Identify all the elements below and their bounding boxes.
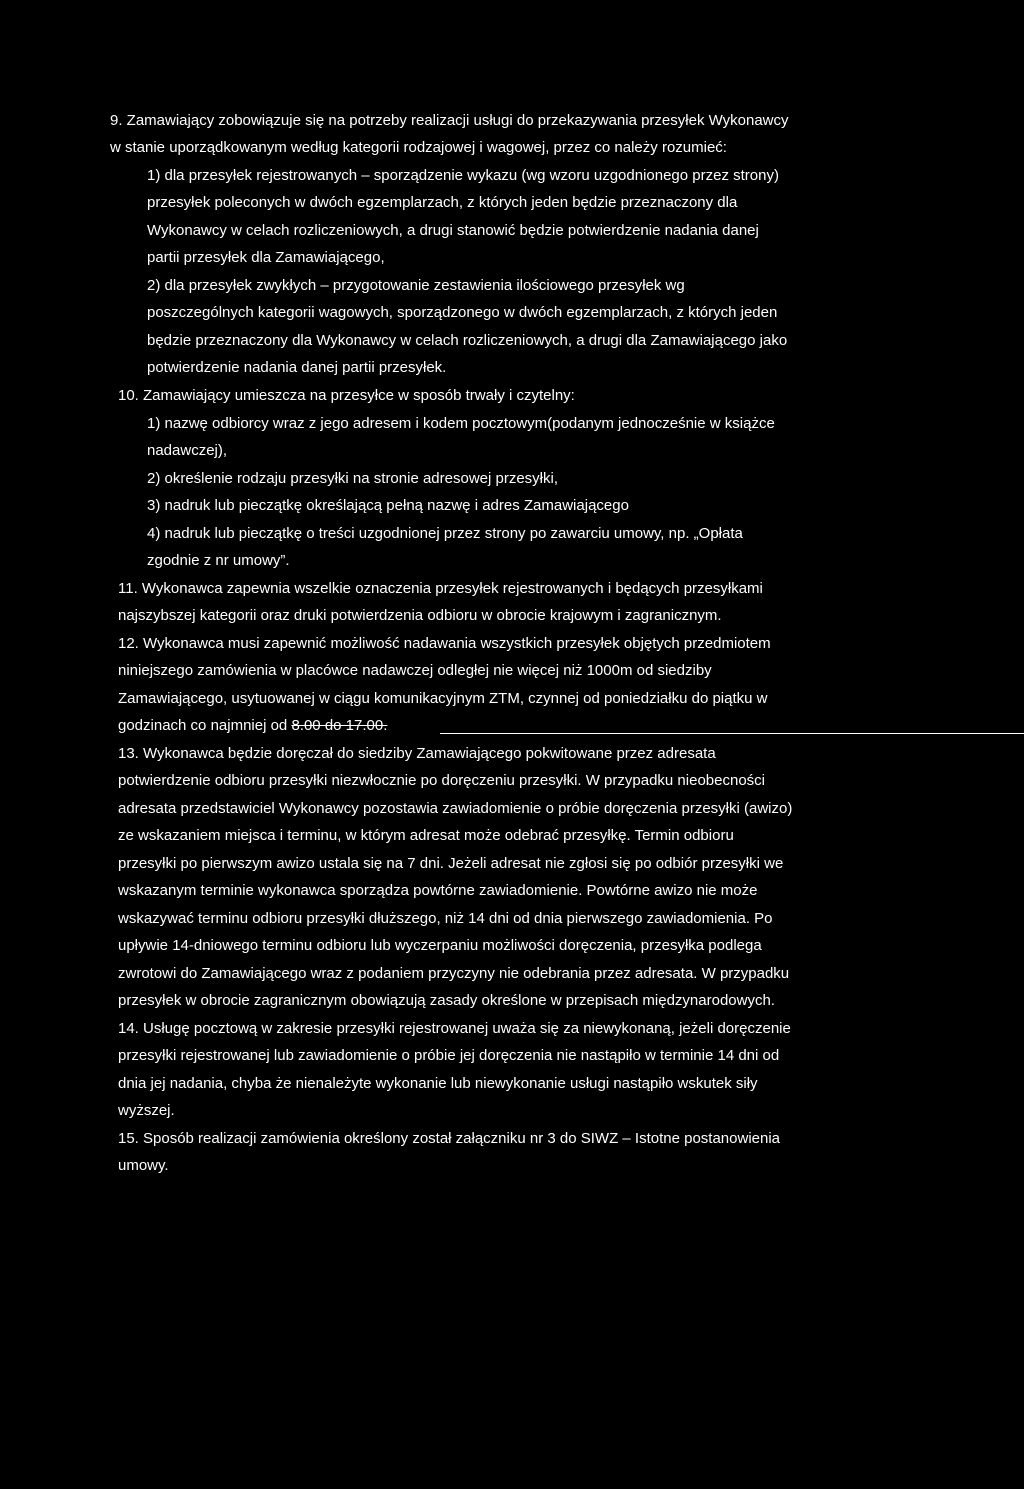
- point-14-line-4: wyższej.: [118, 1102, 175, 1119]
- point-10-item-1-line-1: 1) nazwę odbiorcy wraz z jego adresem i kodem pocztowym(podanym jednocześnie w książce: [147, 415, 775, 432]
- point-13-line-5: przesyłki po pierwszym awizo ustala się na 7 dni. Jeżeli adresat nie zgłosi się po odbiór przesyłki we: [118, 855, 784, 872]
- point-13-line-1: 13. Wykonawca będzie doręczał do siedziby Zamawiającego pokwitowane przez adresata: [118, 745, 716, 762]
- point-12-hours-lead: godzinach co najmniej od: [118, 717, 292, 734]
- point-9-item-1-line-1: 1) dla przesyłek rejestrowanych – sporządzenie wykazu (wg wzoru uzgodnionego przez strony): [147, 167, 779, 184]
- point-10-item-4-line-2: zgodnie z nr umowy”.: [147, 552, 290, 569]
- point-11-line-2: najszybszej kategorii oraz druki potwierdzenia odbioru w obrocie krajowym i zagranicznym.: [118, 607, 722, 624]
- point-13-line-8: upływie 14-dniowego terminu odbioru lub wyczerpaniu możliwości doręczenia, przesyłka podlega: [118, 937, 762, 954]
- point-13-line-9: zwrotowi do Zamawiającego wraz z podaniem przyczyny nie odebrania przez adresata. W przypadku: [118, 965, 790, 982]
- point-13-line-2: potwierdzenie odbioru przesyłki niezwłocznie po doręczeniu przesyłki. W przypadku nieobecności: [118, 772, 765, 789]
- point-9-line-2: w stanie uporządkowanym według kategorii rodzajowej i wagowej, przez co należy rozumieć:: [110, 139, 727, 156]
- point-13-line-7: wskazywać terminu odbioru przesyłki dłuższego, niż 14 dni od dnia pierwszego zawiadomienia. Po: [118, 910, 773, 927]
- point-9-item-2-line-2: poszczególnych kategorii wagowych, sporządzonego w dwóch egzemplarzach, z których jeden: [147, 304, 778, 321]
- point-10-item-4-line-1: 4) nadruk lub pieczątkę o treści uzgodnionej przez strony po zawarciu umowy, np. „Opłata: [147, 525, 743, 542]
- point-9-line-1: 9. Zamawiający zobowiązuje się na potrzeby realizacji usługi do przekazywania przesyłek Wykonawcy: [110, 112, 789, 129]
- point-9-item-2-line-3: będzie przeznaczony dla Wykonawcy w celach rozliczeniowych, a drugi dla Zamawiającego jako: [147, 332, 788, 349]
- point-14-line-3: dnia jej nadania, chyba że nienależyte wykonanie lub niewykonanie usługi nastąpiło wskutek siły: [118, 1075, 758, 1092]
- horizontal-rule: [440, 733, 1024, 734]
- point-12-hours-struck: 8.00 do 17.00.: [291, 717, 388, 734]
- point-12-line-1: 12. Wykonawca musi zapewnić możliwość nadawania wszystkich przesyłek objętych przedmiotem: [118, 635, 771, 652]
- point-14-line-2: przesyłki rejestrowanej lub zawiadomienie o próbie jej doręczenia nie nastąpiło w terminie 14 dni od: [118, 1047, 780, 1064]
- point-9-item-2-line-1: 2) dla przesyłek zwykłych – przygotowanie zestawienia ilościowego przesyłek wg: [147, 277, 685, 294]
- point-9-item-1-line-2: przesyłek poleconych w dwóch egzemplarzach, z których jeden będzie przeznaczony dla: [147, 194, 738, 211]
- point-12-line-3: Zamawiającego, usytuowanej w ciągu komunikacyjnym ZTM, czynnej od poniedziałku do piątku w: [118, 690, 768, 707]
- point-14-line-1: 14. Usługę pocztową w zakresie przesyłki rejestrowanej uważa się za niewykonaną, jeżeli doręczenie: [118, 1020, 791, 1037]
- point-12-line-4: [118, 716, 387, 736]
- point-10-item-3: 3) nadruk lub pieczątkę określającą pełną nazwę i adres Zamawiającego: [147, 497, 629, 514]
- point-10-item-1-line-2: nadawczej),: [147, 442, 228, 459]
- point-10-line-1: 10. Zamawiający umieszcza na przesyłce w sposób trwały i czytelny:: [118, 387, 575, 404]
- point-13-line-3: adresata przedstawiciel Wykonawcy pozostawia zawiadomienie o próbie doręczenia przesyłki (awizo): [118, 800, 793, 817]
- point-15-line-1: 15. Sposób realizacji zamówienia określony został załączniku nr 3 do SIWZ – Istotne postanowienia: [118, 1130, 781, 1147]
- point-10-item-2: 2) określenie rodzaju przesyłki na stronie adresowej przesyłki,: [147, 470, 559, 487]
- point-9-item-1-line-4: partii przesyłek dla Zamawiającego,: [147, 249, 385, 266]
- point-15-line-2: umowy.: [118, 1157, 169, 1174]
- point-13-line-4: ze wskazaniem miejsca i terminu, w którym adresat może odebrać przesyłkę. Termin odbioru: [118, 827, 734, 844]
- point-13-line-6: wskazanym terminie wykonawca sporządza powtórne zawiadomienie. Powtórne awizo nie może: [118, 882, 758, 899]
- point-9-item-2-line-4: potwierdzenie nadania danej partii przesyłek.: [147, 359, 447, 376]
- point-12-line-2: niniejszego zamówienia w placówce nadawczej odległej nie więcej niż 1000m od siedziby: [118, 662, 712, 679]
- point-13-line-10: przesyłek w obrocie zagranicznym obowiązują zasady określone w przepisach międzynarodowych.: [118, 992, 775, 1009]
- point-9-item-1-line-3: Wykonawcy w celach rozliczeniowych, a drugi stanowić będzie potwierdzenie nadania danej: [147, 222, 759, 239]
- point-11-line-1: 11. Wykonawca zapewnia wszelkie oznaczenia przesyłek rejestrowanych i będących przesyłkami: [118, 580, 763, 597]
